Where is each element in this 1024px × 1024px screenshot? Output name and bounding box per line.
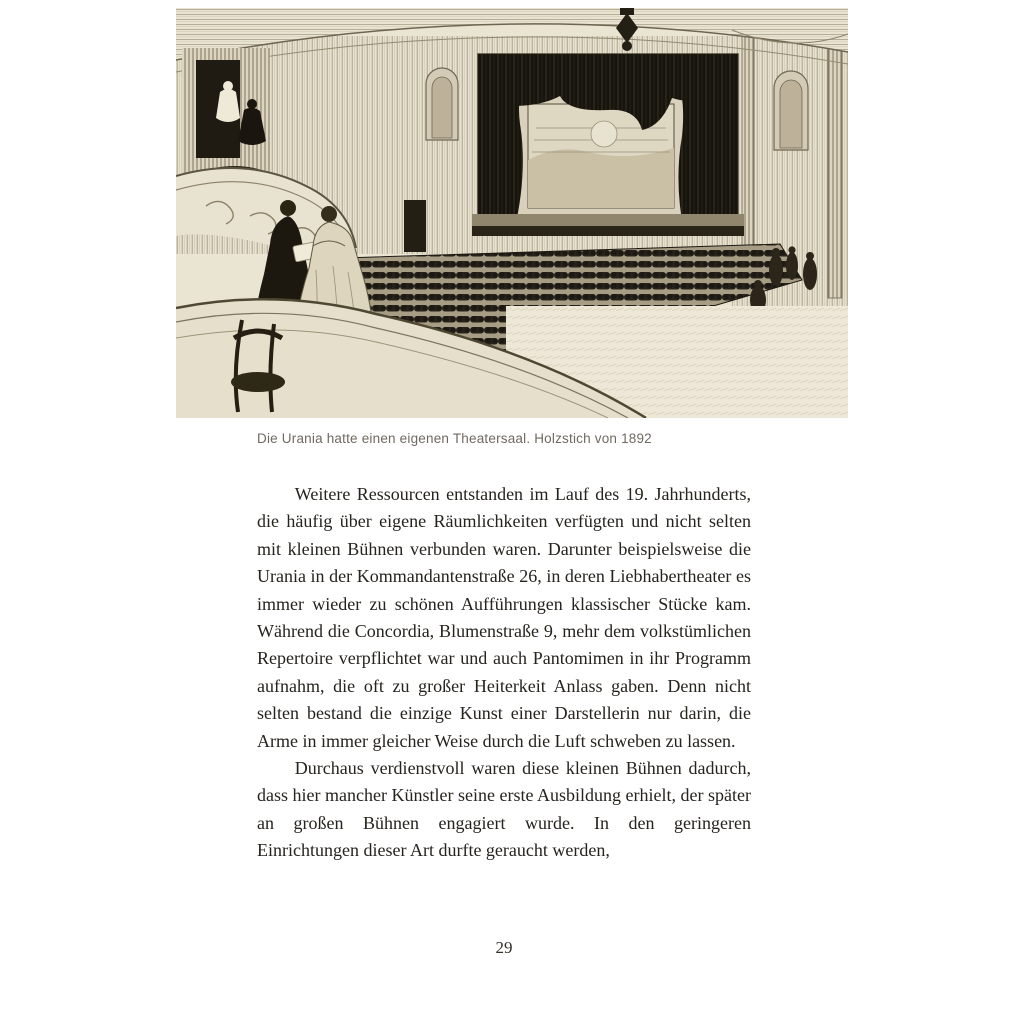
page-number: 29: [495, 938, 513, 957]
body-text: [257, 481, 751, 865]
paragraph-1: Weitere Ressourcen entstanden im Lauf des 19. Jahrhunderts, die häufig über eigene Räumlichkeiten verfügten und nicht selten mit kleinen Bühnen verbunden waren. Darunter beispielsweise die Urania in der Kommandantenstraße 26, in deren Liebhabertheater es immer wieder zu schönen Aufführungen klassischer Stücke kam. Während die Concordia, Blumenstraße 9, mehr dem volkstümlichen Repertoire verpflichtet war und auch Pantomimen in ihr Programm aufnahm, die oft zu großer Heiterkeit Anlass gaben. Denn nicht selten bestand die einzige Kunst einer Darstellerin nur darin, die Arme in immer gleicher Weise durch die Luft schweben zu lassen.: [257, 484, 751, 751]
figure-illustration: [176, 8, 848, 418]
wall-niche-left: [426, 68, 458, 140]
theater-engraving-illustration: [176, 8, 848, 418]
stage: [472, 54, 744, 236]
figure-caption: Die Urania hatte einen eigenen Theatersaal. Holzstich von 1892: [257, 431, 652, 446]
paragraph-2: Durchaus verdienstvoll waren diese kleinen Bühnen dadurch, dass hier mancher Künstler seine erste Ausbildung erhielt, der später an großen Bühnen engagiert wurde. In den geringeren Einrichtungen dieser Art durfte geraucht werden,: [257, 758, 751, 861]
wall-niche-right: [774, 71, 808, 150]
stage-side-stand: [404, 200, 426, 252]
